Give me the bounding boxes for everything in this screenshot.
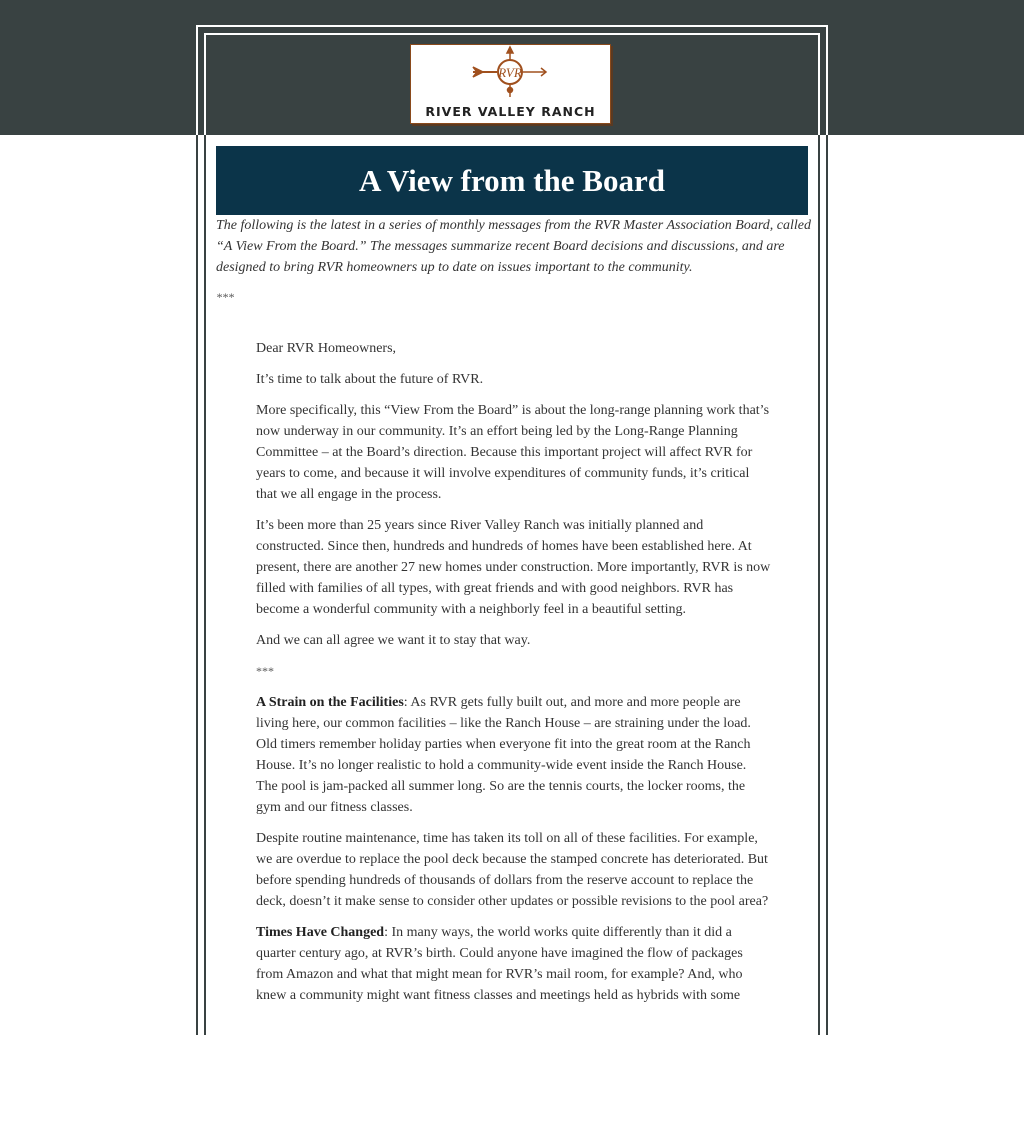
intro-text: The following is the latest in a series of monthly messages from the RVR Master Association Board, called “A View From the Board.” The messages summarize recent Board decisions and discussions, and are designed to bring RVR homeowners up to date on issues important to the community. xyxy=(216,218,811,275)
separator: *** xyxy=(256,664,274,678)
compass-arrow-icon xyxy=(411,45,610,105)
page-title: A View from the Board xyxy=(359,162,665,198)
frame-line xyxy=(204,135,206,1035)
section-heading: A Strain on the Facilities xyxy=(256,695,404,710)
greeting: Dear RVR Homeowners, xyxy=(256,341,397,356)
paragraph: More specifically, this “View From the Board” is about the long-range planning work that’s now underway in our community. It’s an effort being led by the Long-Range Planning Committee – at the Board’s direction. Because this important project will affect RVR for years to come, and because it will involve expenditures of community funds, it’s critical that we all engage in the process. xyxy=(256,403,770,502)
intro-section xyxy=(216,215,811,308)
title-banner xyxy=(216,146,808,215)
paragraph: Despite routine maintenance, time has taken its toll on all of these facilities. For example, we are overdue to replace the pool deck because the stamped concrete has deteriorated. But before spending hundreds of thousands of dollars from the reserve account to replace the deck, doesn’t it make sense to consider other updates or possible revisions to the pool area? xyxy=(256,831,769,909)
section-text: : As RVR gets fully built out, and more and more people are living here, our common facilities – like the Ranch House – are straining under the load. Old timers remember holiday parties when everyone fit into the great room at the Ranch House. It’s no longer realistic to hold a community-wide event inside the Ranch House. The pool is jam-packed all summer long. So are the tennis courts, the locker rooms, the gym and our fitness classes. xyxy=(256,695,751,815)
separator: *** xyxy=(216,290,234,304)
section-text: : In many ways, the world works quite differently than it did a quarter century ago, at RVR’s birth. Could anyone have imagined the flow of packages from Amazon and what that might mean for RVR’s mail room, for example? And, who knew a community might want fitness classes and meetings held as hybrids with some xyxy=(256,925,743,1003)
svg-text:RVR: RVR xyxy=(498,65,522,80)
letter-body xyxy=(256,338,771,1016)
section-strain-facilities xyxy=(256,692,771,818)
frame-line xyxy=(826,135,828,1035)
river-valley-ranch-logo[interactable] xyxy=(410,44,611,124)
section-times-changed xyxy=(256,922,771,1006)
logo-text: RIVER VALLEY RANCH xyxy=(425,104,596,119)
paragraph: It’s been more than 25 years since River Valley Ranch was initially planned and constructed. Since then, hundreds and hundreds of homes have been established here. At present, there are another 27 new homes under construction. More importantly, RVR is now filled with families of all types, with great friends and with good neighbors. RVR has become a wonderful community with a neighborly feel in a beautiful setting. xyxy=(256,518,771,617)
section-heading: Times Have Changed xyxy=(256,925,385,940)
paragraph: And we can all agree we want it to stay that way. xyxy=(256,633,531,648)
frame-line xyxy=(196,135,198,1035)
frame-line xyxy=(818,135,820,1035)
paragraph: It’s time to talk about the future of RVR. xyxy=(256,372,484,387)
